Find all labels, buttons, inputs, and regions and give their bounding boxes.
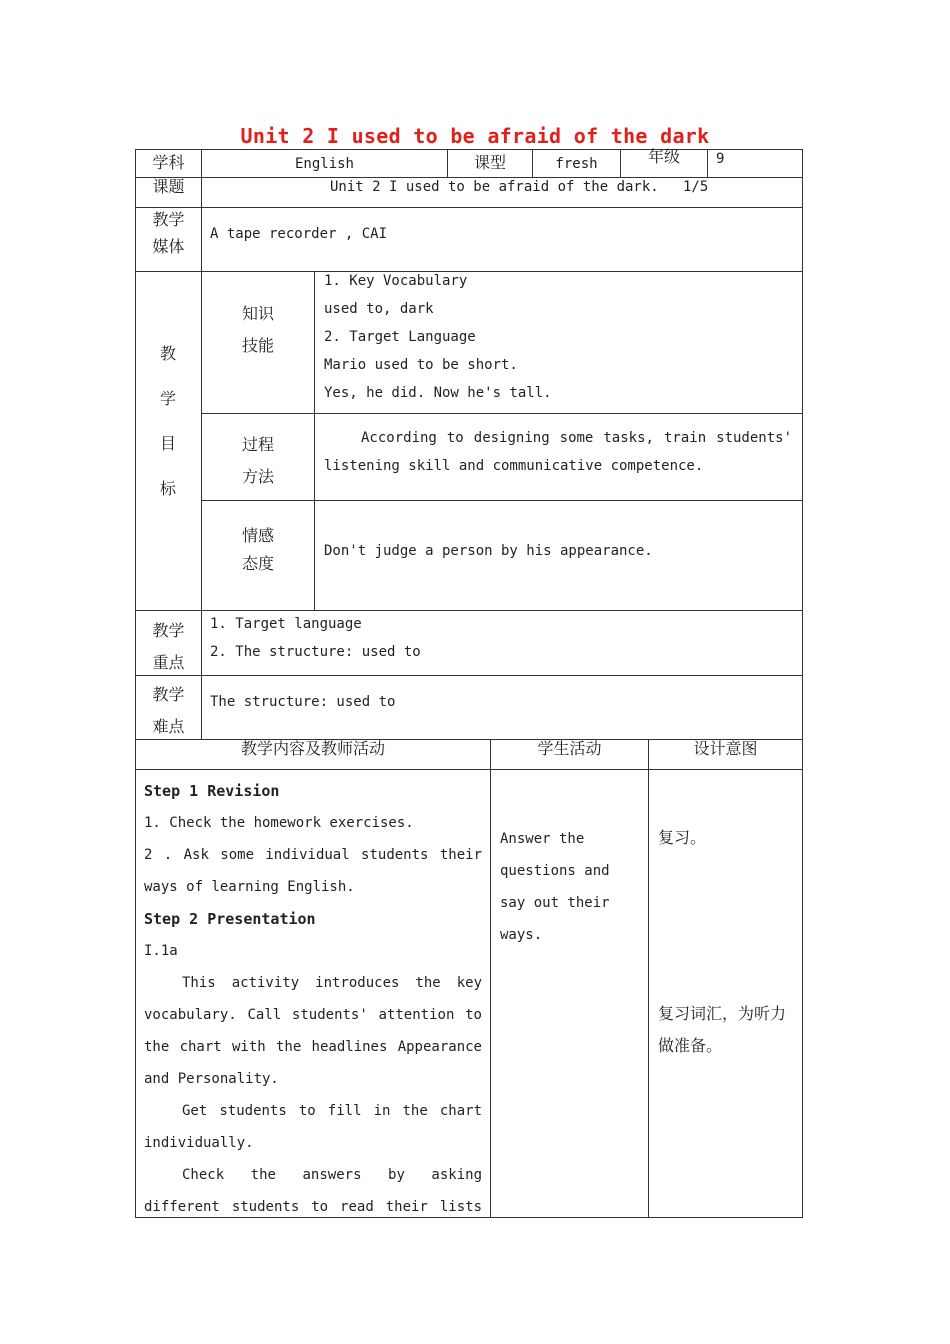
topic-label: 课题 — [152, 177, 185, 196]
step1-item: ways of learning English. — [144, 879, 355, 895]
process-label-2: 方法 — [241, 467, 274, 486]
paragraph-line: Check the answers by asking — [182, 1167, 482, 1183]
knowledge-label-2: 技能 — [241, 336, 274, 355]
student-activity-line: ways. — [500, 927, 543, 943]
student-activity-line: Answer the — [500, 831, 585, 847]
step2-heading: Step 2 Presentation — [144, 910, 316, 928]
media-label-1: 教学 — [152, 210, 185, 229]
student-activity-line: questions and — [500, 863, 610, 879]
key-point-line: 1. Target language — [210, 616, 362, 632]
part-label: I.1a — [144, 943, 178, 959]
design-intent-1: 复习。 — [658, 828, 707, 847]
difficult-points-label-1: 教学 — [152, 685, 185, 704]
paragraph-line: the chart with the headlines Appearance — [144, 1039, 482, 1055]
column-header-design: 设计意图 — [693, 739, 758, 758]
knowledge-line: Mario used to be short. — [324, 357, 518, 373]
objectives-label-char: 学 — [159, 389, 176, 408]
paragraph-line: individually. — [144, 1135, 254, 1151]
objectives-label-char: 教 — [159, 344, 176, 363]
grade-label: 年级 — [647, 147, 680, 166]
design-intent-line: 做准备。 — [658, 1036, 723, 1055]
process-label-1: 过程 — [241, 435, 274, 454]
subject-label: 学科 — [152, 153, 185, 172]
document-title: Unit 2 I used to be afraid of the dark — [240, 124, 710, 148]
step1-heading: Step 1 Revision — [144, 782, 280, 800]
knowledge-line: 2. Target Language — [324, 329, 476, 345]
key-points-label-2: 重点 — [152, 653, 185, 672]
topic-page: 1/5 — [683, 179, 709, 195]
paragraph-line: Get students to fill in the chart — [182, 1103, 482, 1119]
difficult-points-label-2: 难点 — [152, 717, 185, 736]
column-header-teacher: 教学内容及教师活动 — [240, 739, 385, 758]
knowledge-line: Yes, he did. Now he's tall. — [324, 385, 552, 401]
objectives-label-char: 标 — [159, 479, 176, 498]
difficult-point-line: The structure: used to — [210, 694, 396, 710]
step1-item: 1. Check the homework exercises. — [144, 815, 414, 831]
knowledge-line: used to, dark — [324, 301, 434, 317]
process-line-1: According to designing some tasks, train students' — [361, 430, 792, 446]
media-value: A tape recorder , CAI — [210, 226, 388, 242]
media-label-2: 媒体 — [152, 237, 185, 256]
subject-value: English — [294, 156, 354, 172]
design-intent-line: 复习词汇，为听力 — [658, 1004, 787, 1023]
column-header-student: 学生活动 — [537, 739, 602, 758]
emotion-label-2: 态度 — [241, 554, 274, 573]
emotion-label-1: 情感 — [241, 526, 274, 545]
lesson-type-value: fresh — [555, 156, 598, 172]
process-line-2: listening skill and communicative competence. — [324, 458, 704, 474]
grade-value: 9 — [716, 151, 725, 167]
step1-item: 2 . Ask some individual students their — [144, 847, 482, 863]
knowledge-line: 1. Key Vocabulary — [324, 273, 468, 289]
paragraph-line: different students to read their lists — [144, 1199, 482, 1215]
emotion-line: Don't judge a person by his appearance. — [324, 543, 653, 559]
objectives-label-char: 目 — [159, 434, 176, 453]
paragraph-line: vocabulary. Call students' attention to — [144, 1007, 482, 1023]
paragraph-line: and Personality. — [144, 1071, 279, 1087]
key-points-label-1: 教学 — [152, 621, 185, 640]
lesson-type-label: 课型 — [473, 153, 506, 172]
key-point-line: 2. The structure: used to — [210, 644, 421, 660]
topic-value: Unit 2 I used to be afraid of the dark. — [330, 179, 659, 195]
paragraph-line: This activity introduces the key — [182, 975, 482, 991]
knowledge-label-1: 知识 — [241, 304, 274, 323]
student-activity-line: say out their — [500, 895, 610, 911]
